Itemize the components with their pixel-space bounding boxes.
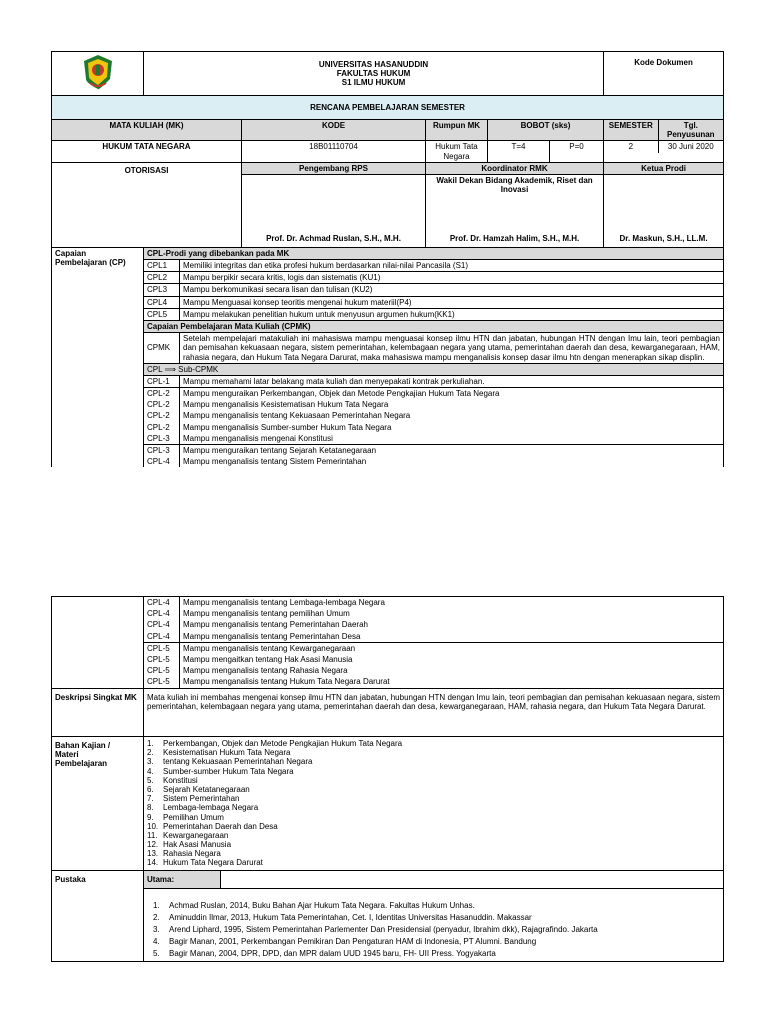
- sub-code: CPL-1: [144, 375, 180, 387]
- sub-code: CPL-5: [144, 676, 180, 688]
- sub-text: Mampu menganalisis mengenai Konstitusi: [180, 433, 724, 445]
- sub-text: Mampu menganalisis Sumber-sumber Hukum Tata Negara: [180, 422, 724, 433]
- pustaka-item: [147, 937, 720, 946]
- sub-text: Mampu menganalisis tentang Sistem Pemerintahan: [180, 456, 724, 467]
- pustaka-text: Bagir Manan, 2004, DPR, DPD, dan MPR dalam UUD 1945 baru, FH- UII Press. Yogyakarta: [169, 949, 496, 959]
- pustaka-item: [147, 913, 720, 922]
- pengembang-sign-space: [242, 174, 426, 195]
- val-mk: HUKUM TATA NEGARA: [52, 141, 242, 162]
- sub-cpmk-continued-table: [51, 596, 724, 689]
- utama-blank: [220, 871, 723, 888]
- sub-code: CPL-4: [144, 456, 180, 467]
- val-semester: 2: [604, 141, 658, 152]
- sub-text: Mampu menganalisis tentang Lembaga-lembaga Negara: [180, 597, 724, 609]
- rps-page-1: [51, 51, 723, 467]
- pustaka-num: 3.: [153, 925, 160, 934]
- sub-text: Mampu menganalisis tentang Pemerintahan Daerah: [180, 619, 724, 630]
- pustaka-text: Achmad Ruslan, 2014, Buku Bahan Ajar Hukum Tata Negara. Fakultas Hukum Unhas.: [169, 900, 475, 910]
- bahan-item: [147, 822, 720, 831]
- bahan-text: Kesistematisan Hukum Tata Negara: [163, 748, 291, 758]
- pustaka-num: 5.: [153, 949, 160, 959]
- bahan-num: 10.: [147, 821, 159, 831]
- pustaka-list: [144, 888, 724, 961]
- sub-text: Mampu mengaitkan tentang Hak Asasi Manusia: [180, 654, 724, 665]
- val-tgl: 30 Juni 2020: [667, 142, 714, 152]
- cpl-text: Mampu berpikir secara kritis, logis dan sistematis (KU1): [180, 272, 724, 284]
- logo-cell: [52, 52, 144, 96]
- bahan-item: [147, 785, 720, 794]
- pustaka-text: Bagir Manan, 2001, Perkembangan Pemikiran Dan Pengaturan HAM di Indonesia, PT Alumni. Bandung: [169, 937, 537, 947]
- capaian-label-continued: [52, 597, 144, 689]
- sub-code: CPL-4: [144, 608, 180, 619]
- bahan-item: [147, 840, 720, 849]
- bahan-text: Lembaga-lembaga Negara: [163, 803, 259, 813]
- bahan-num: 13.: [147, 849, 159, 859]
- bahan-item: [147, 776, 720, 785]
- deskripsi-text: Mata kuliah ini membahas mengenai konsep ilmu HTN dan jabatan, hubungan HTN dengan Imu lain, teori pembagian dan pemisahan kekuasaan negara, sistem pemerintahan, kelembagaan negara yang utama, pemerintahan daerah dan desa, kewarganegaraan, HAM, rahasia negara, dan Hukum Tata Negara Darurat.: [144, 689, 724, 737]
- deskripsi-table: [51, 689, 724, 962]
- bahan-item: [147, 767, 720, 776]
- pustaka-label: Pustaka: [52, 870, 144, 961]
- bahan-item: [147, 794, 720, 803]
- bahan-item: [147, 748, 720, 757]
- bahan-num: 4.: [147, 766, 154, 776]
- val-rumpun: Hukum Tata Negara: [426, 141, 488, 162]
- bahan-item: [147, 849, 720, 858]
- bahan-text: Sistem Pemerintahan: [163, 794, 240, 804]
- bahan-num: 8.: [147, 803, 154, 813]
- cpl-code: CPL2: [144, 272, 180, 284]
- sub-text: Mampu menganalisis tentang Hukum Tata Negara Darurat: [180, 676, 724, 688]
- cpl-text: Mampu Menguasai konsep teoritis mengenai hukum materiil(P4): [180, 296, 724, 308]
- pustaka-num: 1.: [153, 900, 160, 910]
- sub-code: CPL-2: [144, 399, 180, 410]
- university-logo-icon: [81, 53, 115, 91]
- sub-code: CPL-2: [144, 410, 180, 421]
- bahan-item: [147, 831, 720, 840]
- cpmk-code: CPMK: [144, 333, 180, 364]
- pustaka-item: [147, 901, 720, 910]
- bahan-text: Kewarganegaraan: [163, 830, 229, 840]
- koordinator-name: Prof. Dr. Hamzah Halim, S.H., M.H.: [426, 195, 604, 247]
- cpl-text: Memiliki integritas dan etika profesi hukum berdasarkan nilai-nilai Pancasila (S1): [180, 260, 724, 272]
- cpl-prodi-title: CPL-Prodi yang dibebankan pada MK: [144, 248, 724, 260]
- th-sem-tgl: [604, 120, 724, 141]
- bahan-item: [147, 858, 720, 867]
- bahan-label: [52, 737, 144, 871]
- pengembang-label: Pengembang RPS: [242, 162, 426, 174]
- capaian-table: [51, 248, 724, 468]
- program-name: S1 ILMU HUKUM: [341, 78, 406, 88]
- capaian-label: Capaian Pembelajaran (CP): [52, 248, 144, 468]
- cpl-code: CPL4: [144, 296, 180, 308]
- bahan-text: Perkembangan, Objek dan Metode Pengkajian Hukum Tata Negara: [163, 739, 403, 748]
- bahan-text: Sejarah Ketatanegaraan: [163, 784, 250, 794]
- sub-cpmk-title: CPL ⟹ Sub-CPMK: [144, 363, 724, 375]
- ketua-label: Ketua Prodi: [604, 162, 724, 174]
- bahan-label-text: Bahan Kajian / Materi Pembelajaran: [55, 741, 111, 769]
- bahan-num: 12.: [147, 840, 159, 850]
- bahan-num: 3.: [147, 757, 154, 767]
- val-sem-tgl: [604, 141, 724, 162]
- bahan-item: [147, 757, 720, 766]
- sub-text: Mampu menguraikan tentang Sejarah Ketatanegaraan: [180, 445, 724, 457]
- pustaka-item: [147, 949, 720, 958]
- koordinator-sub: Wakil Dekan Bidang Akademik, Riset dan Inovasi: [426, 174, 604, 195]
- sub-text: Mampu menganalisis tentang Rahasia Negara: [180, 665, 724, 676]
- bahan-num: 5.: [147, 775, 154, 785]
- bahan-text: Konstitusi: [163, 775, 198, 785]
- koordinator-label: Koordinator RMK: [426, 162, 604, 174]
- deskripsi-label: Deskripsi Singkat MK: [52, 689, 144, 737]
- cpmk-text: Setelah mempelajari matakuliah ini mahasiswa mampu menguasai konsep ilmu HTN dan jabatan, hubungan HTN dengan Imu lain, teori pembagian dan pemisahan kekuasaan negara, sistem pemerintahan, kelembagaan negara yang utama, pemerintahan daerah dan desa, kewarganegaraan, HAM, rahasia negara, dan Hukum Tata Negara Darurat, maka mahasiswa mampu menganalisis konsep dasar ilmu htn dengan menerapkan sikap displin.: [180, 333, 724, 364]
- bahan-num: 14.: [147, 858, 159, 868]
- faculty-name: FAKULTAS HUKUM: [336, 68, 411, 78]
- bahan-text: tentang Kekuasaan Pemerintahan Negara: [163, 757, 313, 767]
- sub-code: CPL-4: [144, 597, 180, 609]
- sub-code: CPL-5: [144, 654, 180, 665]
- sub-code: CPL-2: [144, 422, 180, 433]
- bahan-text: Pemerintahan Daerah dan Desa: [163, 821, 278, 831]
- university-name: UNIVERSITAS HASANUDDIN: [318, 59, 429, 69]
- sub-code: CPL-5: [144, 665, 180, 676]
- ketua-name: Dr. Maskun, S.H., LL.M.: [604, 195, 724, 247]
- bahan-num: 2.: [147, 748, 154, 758]
- bahan-text: Hak Asasi Manusia: [163, 840, 232, 850]
- th-semester: SEMESTER: [604, 120, 658, 140]
- sub-code: CPL-3: [144, 445, 180, 457]
- th-bobot: BOBOT (sks): [488, 120, 604, 141]
- sub-text: Mampu menganalisis tentang pemilihan Umum: [180, 608, 724, 619]
- cpmk-title: Capaian Pembelajaran Mata Kuliah (CPMK): [144, 320, 724, 332]
- cpl-text: Mampu berkomunikasi secara lisan dan tulisan (KU2): [180, 284, 724, 296]
- pengembang-name: Prof. Dr. Achmad Ruslan, S.H., M.H.: [242, 195, 426, 247]
- bahan-item: [147, 739, 720, 748]
- bahan-text: Hukum Tata Negara Darurat: [163, 858, 263, 868]
- utama-label: Utama:: [144, 871, 220, 888]
- sub-text: Mampu menganalisis Kesistematisan Hukum Tata Negara: [180, 399, 724, 410]
- otorisasi-label: OTORISASI: [52, 162, 242, 247]
- institution-header: [144, 52, 604, 96]
- rps-page-2: [51, 596, 723, 962]
- bahan-text: Pemilihan Umum: [163, 812, 224, 822]
- sub-code: CPL-2: [144, 388, 180, 400]
- header-table: [51, 51, 724, 248]
- sub-text: Mampu menganalisis tentang Pemerintahan Desa: [180, 631, 724, 643]
- sub-text: Mampu memahami latar belakang mata kuliah dan menyepakati kontrak perkuliahan.: [180, 375, 724, 387]
- utama-row: [144, 870, 724, 888]
- th-kode: KODE: [242, 120, 426, 141]
- pustaka-text: Aminuddin Ilmar, 2013, Hukum Tata Pemerintahan, Cet. I, Identitas Universitas Hasanuddin. Makassar: [169, 912, 532, 922]
- bahan-list: [144, 737, 724, 871]
- pustaka-num: 4.: [153, 937, 160, 947]
- bahan-num: 1.: [147, 739, 154, 748]
- th-mk: MATA KULIAH (MK): [52, 120, 242, 141]
- bahan-text: Sumber-sumber Hukum Tata Negara: [163, 766, 294, 776]
- bahan-num: 6.: [147, 784, 154, 794]
- th-tgl: Tgl. Penyusunan: [667, 121, 715, 140]
- val-t: T=4: [488, 141, 550, 162]
- val-kode: 18B01110704: [242, 141, 426, 162]
- pustaka-text: Arend Liphard, 1995, Sistem Pemerintahan Parlementer Dan Presidensial (penyadur, Ibrahim dkk), Rajagrafindo. Jakarta: [169, 925, 598, 934]
- sub-text: Mampu menguraikan Perkembangan, Objek dan Metode Pengkajian Hukum Tata Negara: [180, 388, 724, 400]
- cpl-code: CPL5: [144, 308, 180, 320]
- cpl-code: CPL1: [144, 260, 180, 272]
- doc-title: RENCANA PEMBELAJARAN SEMESTER: [52, 96, 724, 120]
- sub-text: Mampu menganalisis tentang Kekuasaan Pemerintahan Negara: [180, 410, 724, 421]
- sub-code: CPL-4: [144, 631, 180, 643]
- bahan-num: 7.: [147, 794, 154, 804]
- doc-code-label: Kode Dokumen: [604, 52, 724, 96]
- sub-code: CPL-4: [144, 619, 180, 630]
- ketua-sign-space: [604, 174, 724, 195]
- cpl-code: CPL3: [144, 284, 180, 296]
- bahan-num: 9.: [147, 812, 154, 822]
- bahan-num: 11.: [147, 830, 158, 840]
- cpl-text: Mampu melakukan penelitian hukum untuk menyusun argumen hukum(KK1): [180, 308, 724, 320]
- sub-text: Mampu menganalisis tentang Kewarganegaraan: [180, 642, 724, 654]
- bahan-item: [147, 813, 720, 822]
- bahan-item: [147, 803, 720, 812]
- pustaka-num: 2.: [153, 912, 160, 922]
- bahan-text: Rahasia Negara: [163, 849, 221, 859]
- th-rumpun: Rumpun MK: [426, 120, 488, 141]
- pustaka-item: [147, 925, 720, 934]
- sub-code: CPL-5: [144, 642, 180, 654]
- sub-code: CPL-3: [144, 433, 180, 445]
- val-p: P=0: [550, 141, 604, 162]
